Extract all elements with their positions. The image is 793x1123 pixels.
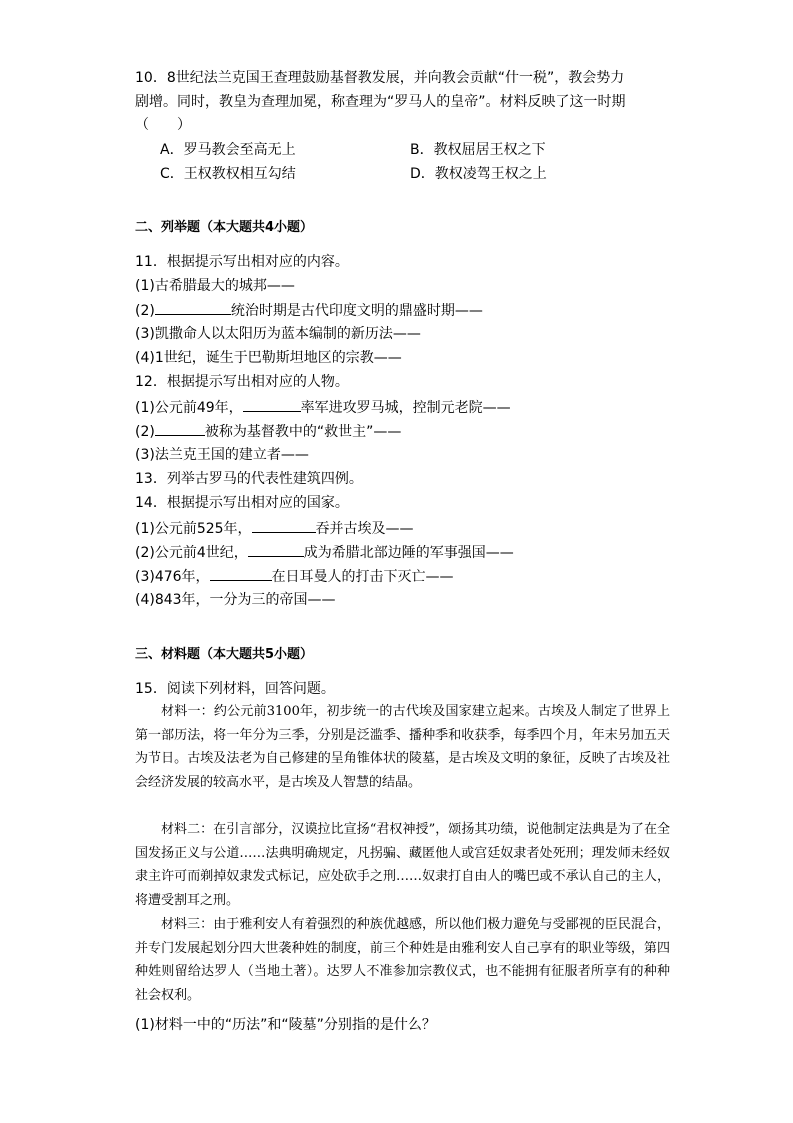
- q11-item-3: (3)凯撒命人以太阳历为蓝本编制的新历法——: [135, 326, 421, 342]
- q14-item-1-prefix: (1)公元前525年，: [135, 521, 252, 537]
- q10-line-3: （ ）: [135, 117, 191, 133]
- q14-item-3: [135, 566, 454, 587]
- answer-blank[interactable]: [243, 397, 301, 412]
- material-1-text: 材料一：约公元前3100年，初步统一的古代埃及国家建立起来。古埃及人制定了世界上第一部历法，将一年分为三季，分别是泛滥季、播种季和收获季，每季四个月，年末另加五天为节日。古埃及法老为自己修建的呈角锥体状的陵墓，是古埃及文明的象征，反映了古埃及社会经济发展的较高水平，是古埃及人智慧的结晶。: [135, 704, 670, 790]
- q11-item-2: [135, 300, 483, 321]
- q12-item-2-suffix: 被称为基督教中的“救世主”——: [204, 424, 402, 440]
- q15-material-2: [135, 818, 670, 912]
- q14-item-2-prefix: (2)公元前4世纪，: [135, 545, 248, 561]
- answer-blank[interactable]: [155, 300, 231, 315]
- q10-option-a: A．罗马教会至高无上: [160, 142, 296, 158]
- q11-item-2-prefix: (2): [135, 303, 155, 319]
- q14-item-1: [135, 518, 414, 539]
- q10-option-c: C．王权教权相互勾结: [160, 166, 296, 182]
- q12-item-3: (3)法兰克王国的建立者——: [135, 447, 309, 463]
- q14-item-3-suffix: 在日耳曼人的打击下灭亡——: [271, 569, 454, 585]
- material-3-text: 材料三：由于雅利安人有着强烈的种族优越感，所以他们极力避免与受鄙视的臣民混合，并专门发展起划分四大世袭种姓的制度，前三个种姓是由雅利安人自己享有的职业等级，第四种姓则留给达罗人（当地土著）。达罗人不准参加宗教仪式，也不能拥有征服者所享有的种种社会权利。: [135, 917, 670, 1003]
- q12-item-1-prefix: (1)公元前49年，: [135, 400, 243, 416]
- q10-line-1: 10．8世纪法兰克国王查理鼓励基督教发展，并向教会贡献“什一税”，教会势力: [135, 70, 625, 86]
- q15-material-1: [135, 700, 670, 794]
- q12-stem: 12．根据提示写出相对应的人物。: [135, 374, 349, 390]
- q13-stem: 13．列举古罗马的代表性建筑四例。: [135, 471, 363, 487]
- answer-blank[interactable]: [155, 421, 205, 436]
- q10-option-d: D．教权凌驾王权之上: [410, 166, 547, 182]
- material-2-text: 材料二：在引言部分，汉谟拉比宣扬“君权神授”，颂扬其功绩，说他制定法典是为了在全国发扬正义与公道……法典明确规定，凡拐骗、藏匿他人或宫廷奴隶者处死刑；理发师未经奴隶主许可而剃掉奴隶发式标记，应处砍手之刑……奴隶打自由人的嘴巴或不承认自己的主人，将遭受割耳之刑。: [135, 822, 670, 908]
- q14-item-2: [135, 542, 514, 563]
- q10-line-2: 剧增。同时，教皇为查理加冕，称查理为“罗马人的皇帝”。材料反映了这一时期: [135, 94, 626, 110]
- q14-item-3-prefix: (3)476年，: [135, 569, 210, 585]
- q15-stem: 15．阅读下列材料，回答问题。: [135, 681, 335, 697]
- answer-blank[interactable]: [252, 518, 316, 533]
- section-3-title: 三、材料题（本大题共5小题）: [135, 647, 314, 662]
- q15-material-3: [135, 913, 670, 1007]
- q12-item-1-suffix: 率军进攻罗马城，控制元老院——: [300, 400, 511, 416]
- q14-item-2-suffix: 成为希腊北部边陲的军事强国——: [303, 545, 514, 561]
- q12-item-2: [135, 421, 401, 442]
- q11-item-4: (4)1世纪，诞生于巴勒斯坦地区的宗教——: [135, 350, 402, 366]
- q12-item-2-prefix: (2): [135, 424, 155, 440]
- q15-sub-1: (1)材料一中的“历法”和“陵墓”分别指的是什么？: [135, 1017, 436, 1033]
- q14-item-1-suffix: 吞并古埃及——: [315, 521, 414, 537]
- q11-item-1: (1)古希腊最大的城邦——: [135, 278, 295, 294]
- q10-option-b: B．教权屈居王权之下: [410, 142, 546, 158]
- q14-item-4: (4)843年，一分为三的帝国——: [135, 592, 336, 608]
- section-2-title: 二、列举题（本大题共4小题）: [135, 220, 314, 235]
- answer-blank[interactable]: [248, 542, 304, 557]
- answer-blank[interactable]: [210, 566, 272, 581]
- q11-item-2-text: 统治时期是古代印度文明的鼎盛时期——: [230, 303, 483, 319]
- q14-stem: 14．根据提示写出相对应的国家。: [135, 495, 349, 511]
- q11-stem: 11．根据提示写出相对应的内容。: [135, 254, 349, 270]
- q12-item-1: [135, 397, 511, 418]
